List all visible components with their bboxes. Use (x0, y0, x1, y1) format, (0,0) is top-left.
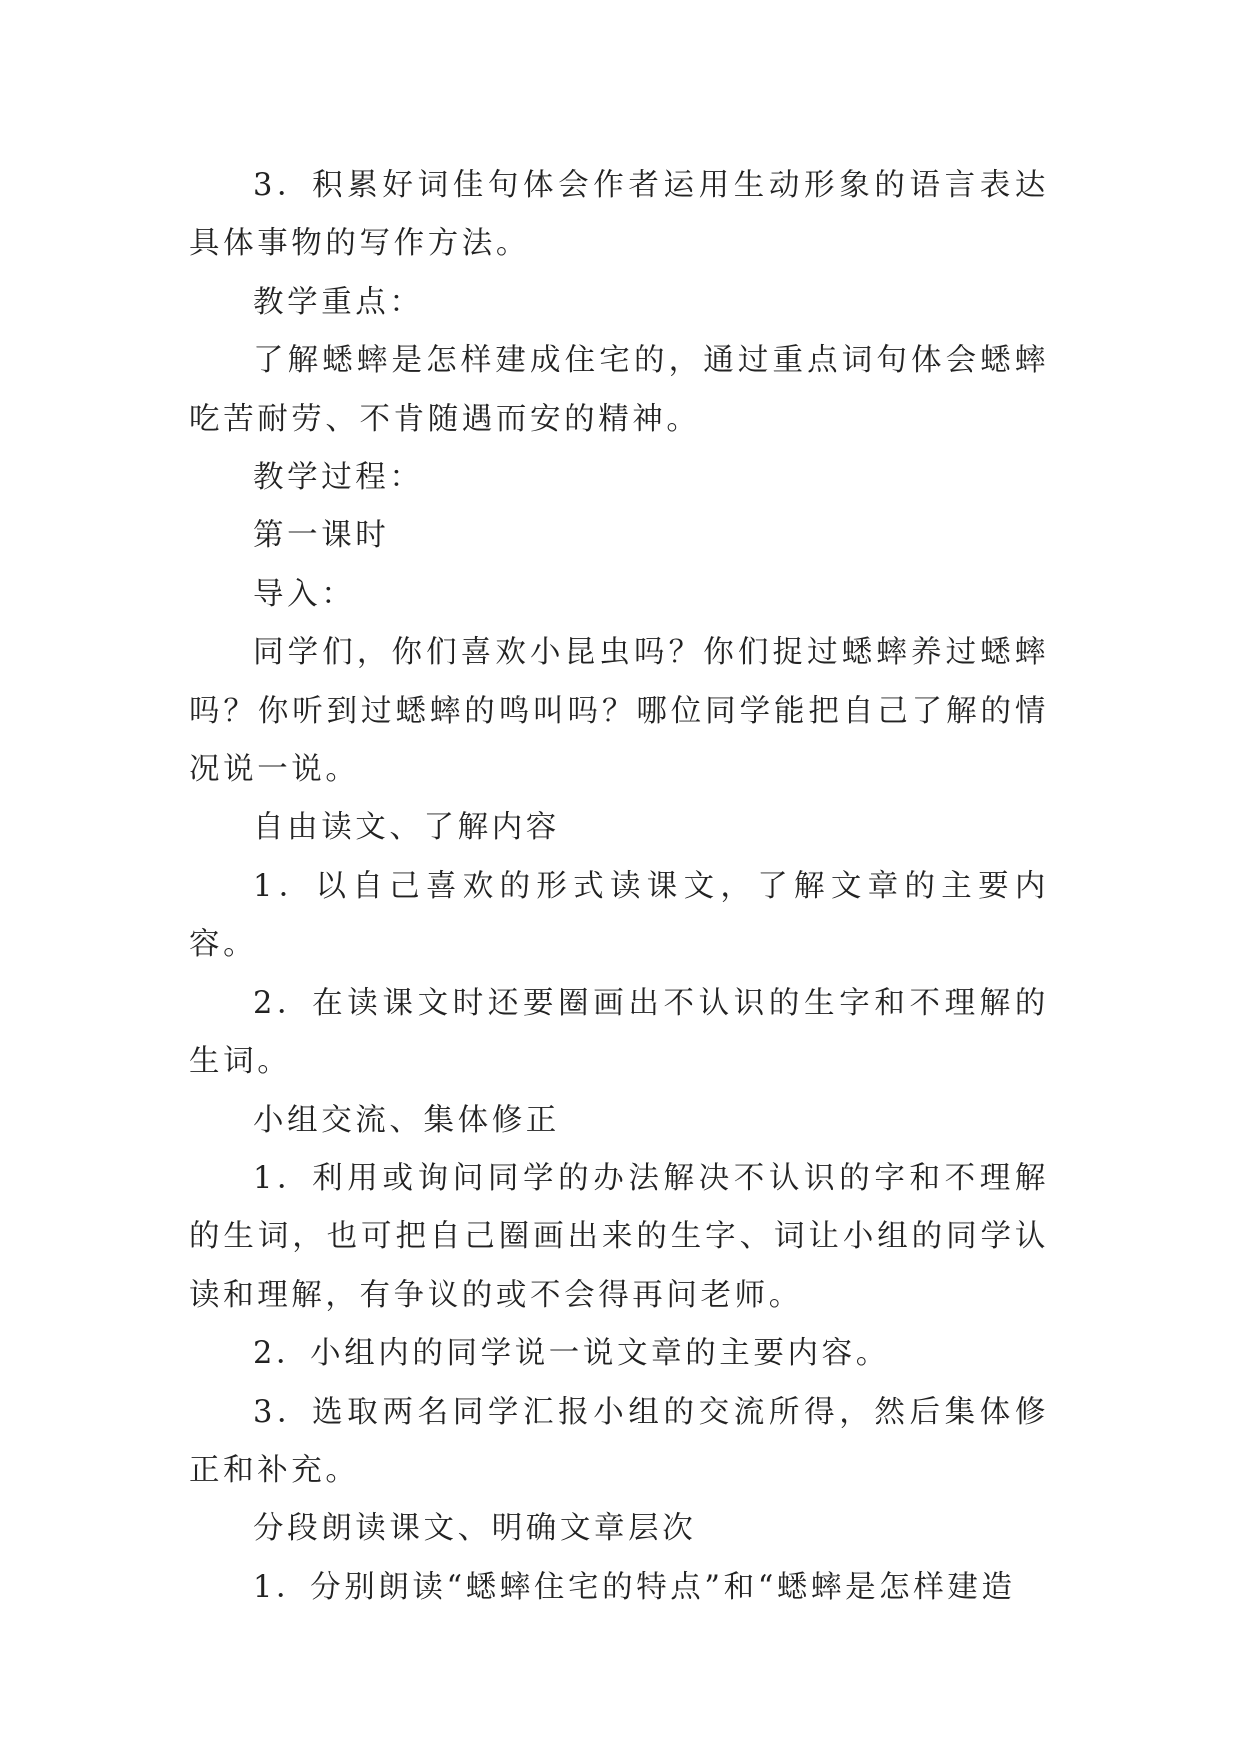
paragraph-group-exchange-2: 2．小组内的同学说一说文章的主要内容。 (253, 1336, 890, 1372)
heading-group-exchange: 小组交流、集体修正 (253, 1102, 560, 1138)
paragraph-free-reading-2: 2．在读课文时还要圈画出不认识的生字和不理解的生词。 (189, 985, 1049, 1080)
heading-first-lesson: 第一课时 (253, 518, 390, 554)
heading-teaching-focus: 教学重点： (253, 284, 424, 320)
paragraph-section-reading-1: 1．分别朗读“蟋蟀住宅的特点”和“蟋蟀是怎样建造 (253, 1569, 1016, 1605)
paragraph-free-reading-1: 1．以自己喜欢的形式读课文，了解文章的主要内容。 (189, 868, 1049, 963)
paragraph-group-exchange-1: 1．利用或询问同学的办法解决不认识的字和不理解的生词，也可把自己圈画出来的生字、词让小组的同学认读和理解，有争议的或不会得再问老师。 (189, 1160, 1049, 1313)
paragraph-objective-3: 3．积累好词佳句体会作者运用生动形象的语言表达具体事物的写作方法。 (189, 168, 1049, 262)
heading-teaching-process: 教学过程： (253, 460, 424, 496)
document-body (189, 157, 1049, 1617)
paragraph-group-exchange-3: 3．选取两名同学汇报小组的交流所得，然后集体修正和补充。 (189, 1394, 1049, 1488)
heading-introduction: 导入： (253, 576, 356, 612)
heading-section-reading: 分段朗读课文、明确文章层次 (253, 1511, 697, 1547)
paragraph-teaching-focus: 了解蟋蟀是怎样建成住宅的，通过重点词句体会蟋蟀吃苦耐劳、不肯随遇而安的精神。 (189, 343, 1049, 437)
heading-free-reading: 自由读文、了解内容 (253, 810, 560, 846)
paragraph-introduction: 同学们，你们喜欢小昆虫吗？你们捉过蟋蟀养过蟋蟀吗？你听到过蟋蟀的鸣叫吗？哪位同学能把自己了解的情况说一说。 (189, 635, 1049, 788)
